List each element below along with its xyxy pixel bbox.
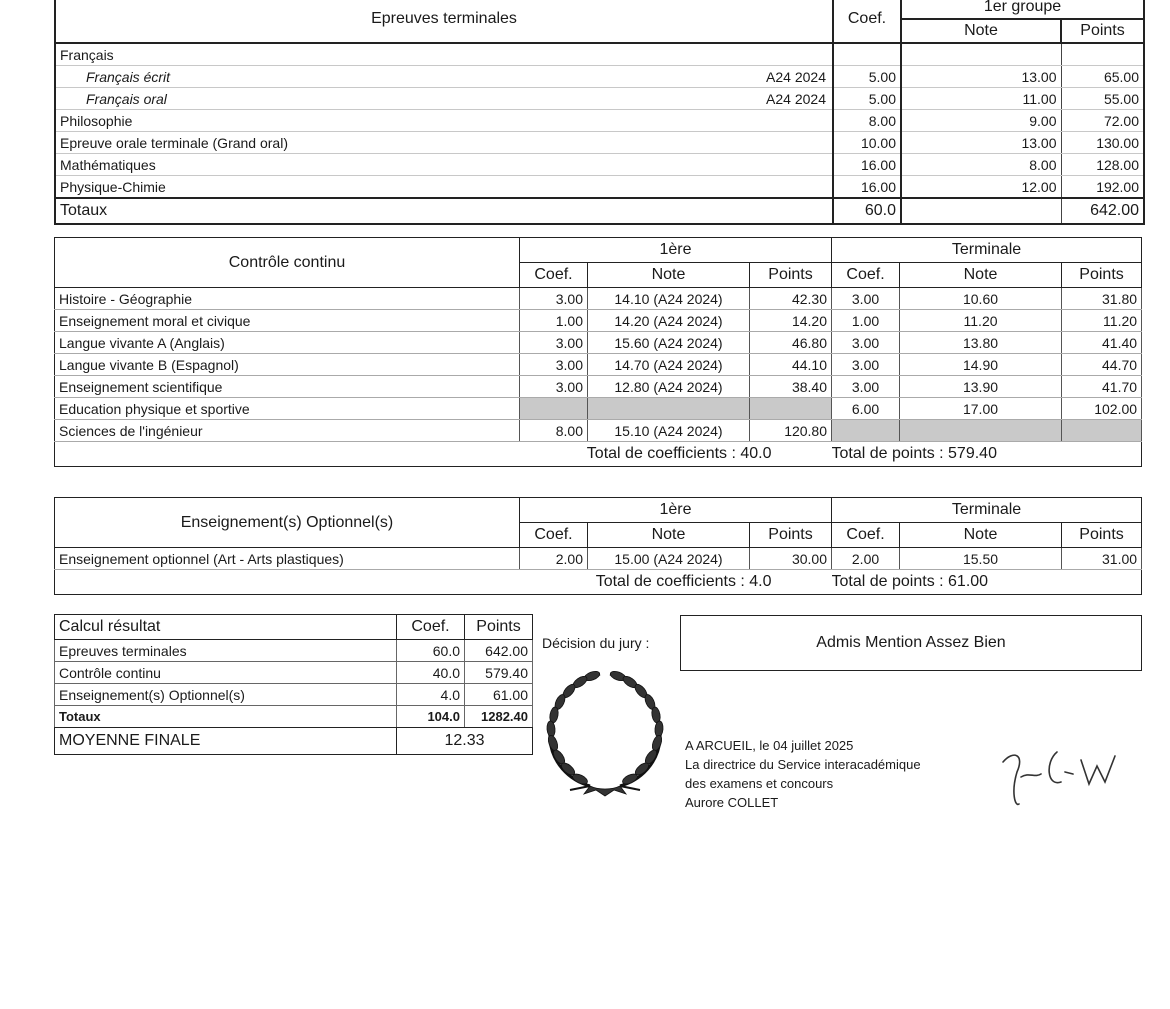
table-row xyxy=(55,684,533,706)
coef-1ere: 8.00 xyxy=(520,420,588,442)
terminale-header: Terminale xyxy=(832,238,1142,263)
session-value xyxy=(826,179,832,195)
total-points: Total de points : 61.00 xyxy=(832,570,1142,595)
subject-cell xyxy=(55,88,833,110)
session-value xyxy=(826,113,832,129)
points-header: Points xyxy=(1062,523,1142,548)
category-label: Epreuves terminales xyxy=(55,640,397,662)
subject-label: Sciences de l'ingénieur xyxy=(55,420,520,442)
table-row xyxy=(55,176,1144,199)
note-value: 9.00 xyxy=(901,110,1061,132)
optionnels-table xyxy=(54,497,1142,595)
table-row xyxy=(55,154,1144,176)
coef-1ere: 3.00 xyxy=(520,376,588,398)
note-1ere xyxy=(588,398,750,420)
note-terminale: 14.90 xyxy=(900,354,1062,376)
totaux-coef: 104.0 xyxy=(397,706,465,728)
totaux-label: Totaux xyxy=(55,706,397,728)
jury-decision-label: Décision du jury : xyxy=(542,635,650,651)
note-1ere: 14.10 (A24 2024) xyxy=(588,288,750,310)
points-terminale: 11.20 xyxy=(1062,310,1142,332)
premiere-header: 1ère xyxy=(520,238,832,263)
points-value: 642.00 xyxy=(465,640,533,662)
note-header: Note xyxy=(900,523,1062,548)
subject-cell xyxy=(55,110,833,132)
points-value: 579.40 xyxy=(465,662,533,684)
points-1ere: 38.40 xyxy=(750,376,832,398)
coef-terminale: 1.00 xyxy=(832,310,900,332)
note-1ere: 12.80 (A24 2024) xyxy=(588,376,750,398)
total-coefficients: Total de coefficients : 4.0 xyxy=(55,570,832,595)
coef-value: 5.00 xyxy=(833,66,901,88)
coef-1ere: 2.00 xyxy=(520,548,588,570)
controle-totals-row xyxy=(55,442,1142,467)
coef-terminale: 3.00 xyxy=(832,332,900,354)
signatory-title-line2: des examens et concours xyxy=(685,776,834,791)
note-terminale: 13.90 xyxy=(900,376,1062,398)
terminale-header: Terminale xyxy=(832,498,1142,523)
points-value: 128.00 xyxy=(1061,154,1144,176)
coef-value: 5.00 xyxy=(833,88,901,110)
subject-label: Physique-Chimie xyxy=(60,178,166,195)
coef-terminale: 2.00 xyxy=(832,548,900,570)
moyenne-label: MOYENNE FINALE xyxy=(55,728,397,755)
points-value: 130.00 xyxy=(1061,132,1144,154)
calcul-title: Calcul résultat xyxy=(55,615,397,640)
table-row xyxy=(55,43,1144,66)
session-value xyxy=(826,47,832,63)
points-terminale: 41.40 xyxy=(1062,332,1142,354)
epreuves-title: Epreuves terminales xyxy=(55,0,833,43)
table-row xyxy=(55,66,1144,88)
table-row xyxy=(55,376,1142,398)
table-row xyxy=(55,332,1142,354)
note-1ere: 14.70 (A24 2024) xyxy=(588,354,750,376)
note-value xyxy=(901,43,1061,66)
session-value: A24 2024 xyxy=(766,90,826,107)
table-row xyxy=(55,132,1144,154)
table-row xyxy=(55,310,1142,332)
table-row xyxy=(55,354,1142,376)
note-value: 11.00 xyxy=(901,88,1061,110)
note-terminale: 17.00 xyxy=(900,398,1062,420)
note-terminale: 13.80 xyxy=(900,332,1062,354)
subject-label: Français écrit xyxy=(86,68,171,85)
coef-terminale: 6.00 xyxy=(832,398,900,420)
category-label: Enseignement(s) Optionnel(s) xyxy=(55,684,397,706)
coef-terminale xyxy=(832,420,900,442)
coef-value: 40.0 xyxy=(397,662,465,684)
note-terminale: 10.60 xyxy=(900,288,1062,310)
coef-value: 8.00 xyxy=(833,110,901,132)
table-row xyxy=(55,288,1142,310)
note-1ere: 14.20 (A24 2024) xyxy=(588,310,750,332)
table-row xyxy=(55,662,533,684)
note-1ere: 15.60 (A24 2024) xyxy=(588,332,750,354)
points-header: Points xyxy=(750,263,832,288)
session-value xyxy=(826,135,832,151)
coef-value: 16.00 xyxy=(833,176,901,199)
coef-header: Coef. xyxy=(833,0,901,43)
note-terminale: 15.50 xyxy=(900,548,1062,570)
handwritten-signature xyxy=(995,732,1145,812)
points-terminale: 31.00 xyxy=(1062,548,1142,570)
coef-terminale: 3.00 xyxy=(832,288,900,310)
coef-header: Coef. xyxy=(520,523,588,548)
signature-block xyxy=(685,736,921,812)
subject-label: Langue vivante A (Anglais) xyxy=(55,332,520,354)
coef-value xyxy=(833,43,901,66)
points-1ere xyxy=(750,398,832,420)
points-value: 192.00 xyxy=(1061,176,1144,199)
note-value: 13.00 xyxy=(901,132,1061,154)
points-header: Points xyxy=(1061,19,1144,43)
points-header: Points xyxy=(1062,263,1142,288)
subject-label: Français oral xyxy=(86,90,167,107)
calcul-totaux-row xyxy=(55,706,533,728)
subject-cell xyxy=(55,43,833,66)
points-terminale: 41.70 xyxy=(1062,376,1142,398)
coef-header: Coef. xyxy=(832,523,900,548)
moyenne-value: 12.33 xyxy=(397,728,533,755)
coef-header: Coef. xyxy=(520,263,588,288)
points-1ere: 14.20 xyxy=(750,310,832,332)
table-row xyxy=(55,640,533,662)
subject-label: Enseignement optionnel (Art - Arts plastiques) xyxy=(55,548,520,570)
laurel-wreath-seal-icon xyxy=(540,662,670,802)
coef-header: Coef. xyxy=(832,263,900,288)
note-header: Note xyxy=(588,523,750,548)
points-header: Points xyxy=(750,523,832,548)
subject-label: Philosophie xyxy=(60,112,133,129)
points-value xyxy=(1061,43,1144,66)
subject-label: Français xyxy=(60,46,114,63)
coef-terminale: 3.00 xyxy=(832,354,900,376)
controle-continu-table xyxy=(54,237,1142,467)
optionnels-title: Enseignement(s) Optionnel(s) xyxy=(55,498,520,548)
note-1ere: 15.10 (A24 2024) xyxy=(588,420,750,442)
note-1ere: 15.00 (A24 2024) xyxy=(588,548,750,570)
subject-label: Mathématiques xyxy=(60,156,156,173)
points-terminale: 102.00 xyxy=(1062,398,1142,420)
subject-cell xyxy=(55,66,833,88)
total-points: Total de points : 579.40 xyxy=(832,442,1142,467)
premiere-header: 1ère xyxy=(520,498,832,523)
note-header: Note xyxy=(900,263,1062,288)
category-label: Contrôle continu xyxy=(55,662,397,684)
points-value: 55.00 xyxy=(1061,88,1144,110)
coef-1ere xyxy=(520,398,588,420)
subject-cell xyxy=(55,176,833,199)
note-header: Note xyxy=(588,263,750,288)
coef-header: Coef. xyxy=(397,615,465,640)
note-value: 12.00 xyxy=(901,176,1061,199)
coef-1ere: 3.00 xyxy=(520,332,588,354)
jury-decision-box xyxy=(680,615,1142,671)
points-1ere: 44.10 xyxy=(750,354,832,376)
subject-label: Epreuve orale terminale (Grand oral) xyxy=(60,134,288,151)
totaux-points: 1282.40 xyxy=(465,706,533,728)
note-terminale xyxy=(900,420,1062,442)
subject-label: Histoire - Géographie xyxy=(55,288,520,310)
points-value: 65.00 xyxy=(1061,66,1144,88)
totaux-points: 642.00 xyxy=(1061,198,1144,224)
coef-1ere: 1.00 xyxy=(520,310,588,332)
signatory-name: Aurore COLLET xyxy=(685,795,779,810)
coef-value: 4.0 xyxy=(397,684,465,706)
points-terminale: 31.80 xyxy=(1062,288,1142,310)
totaux-row xyxy=(55,198,1144,224)
controle-title: Contrôle continu xyxy=(55,238,520,288)
coef-value: 16.00 xyxy=(833,154,901,176)
note-terminale: 11.20 xyxy=(900,310,1062,332)
group-header: 1er groupe xyxy=(901,0,1144,19)
coef-value: 60.0 xyxy=(397,640,465,662)
subject-label: Education physique et sportive xyxy=(55,398,520,420)
coef-terminale: 3.00 xyxy=(832,376,900,398)
note-value: 8.00 xyxy=(901,154,1061,176)
table-row xyxy=(55,88,1144,110)
coef-1ere: 3.00 xyxy=(520,354,588,376)
coef-value: 10.00 xyxy=(833,132,901,154)
note-header: Note xyxy=(901,19,1061,43)
points-1ere: 42.30 xyxy=(750,288,832,310)
points-value: 72.00 xyxy=(1061,110,1144,132)
calcul-resultat-table xyxy=(54,614,533,755)
table-row xyxy=(55,548,1142,570)
points-1ere: 30.00 xyxy=(750,548,832,570)
note-value: 13.00 xyxy=(901,66,1061,88)
moyenne-finale-row xyxy=(55,728,533,755)
subject-label: Enseignement moral et civique xyxy=(55,310,520,332)
subject-label: Enseignement scientifique xyxy=(55,376,520,398)
points-1ere: 120.80 xyxy=(750,420,832,442)
points-value: 61.00 xyxy=(465,684,533,706)
subject-cell xyxy=(55,132,833,154)
points-terminale xyxy=(1062,420,1142,442)
jury-decision-text: Admis Mention Assez Bien xyxy=(816,634,1006,651)
optionnels-totals-row xyxy=(55,570,1142,595)
table-row xyxy=(55,110,1144,132)
session-value xyxy=(826,157,832,173)
points-1ere: 46.80 xyxy=(750,332,832,354)
total-coefficients: Total de coefficients : 40.0 xyxy=(55,442,832,467)
epreuves-terminales-table xyxy=(54,0,1145,225)
table-row xyxy=(55,420,1142,442)
table-row xyxy=(55,398,1142,420)
session-value: A24 2024 xyxy=(766,68,826,85)
signatory-title-line1: La directrice du Service interacadémique xyxy=(685,757,921,772)
subject-label: Langue vivante B (Espagnol) xyxy=(55,354,520,376)
totaux-coef: 60.0 xyxy=(833,198,901,224)
place-date: A ARCUEIL, le 04 juillet 2025 xyxy=(685,738,854,753)
totaux-label: Totaux xyxy=(55,198,833,224)
totaux-note-empty xyxy=(901,198,1061,224)
coef-1ere: 3.00 xyxy=(520,288,588,310)
points-terminale: 44.70 xyxy=(1062,354,1142,376)
subject-cell xyxy=(55,154,833,176)
points-header: Points xyxy=(465,615,533,640)
